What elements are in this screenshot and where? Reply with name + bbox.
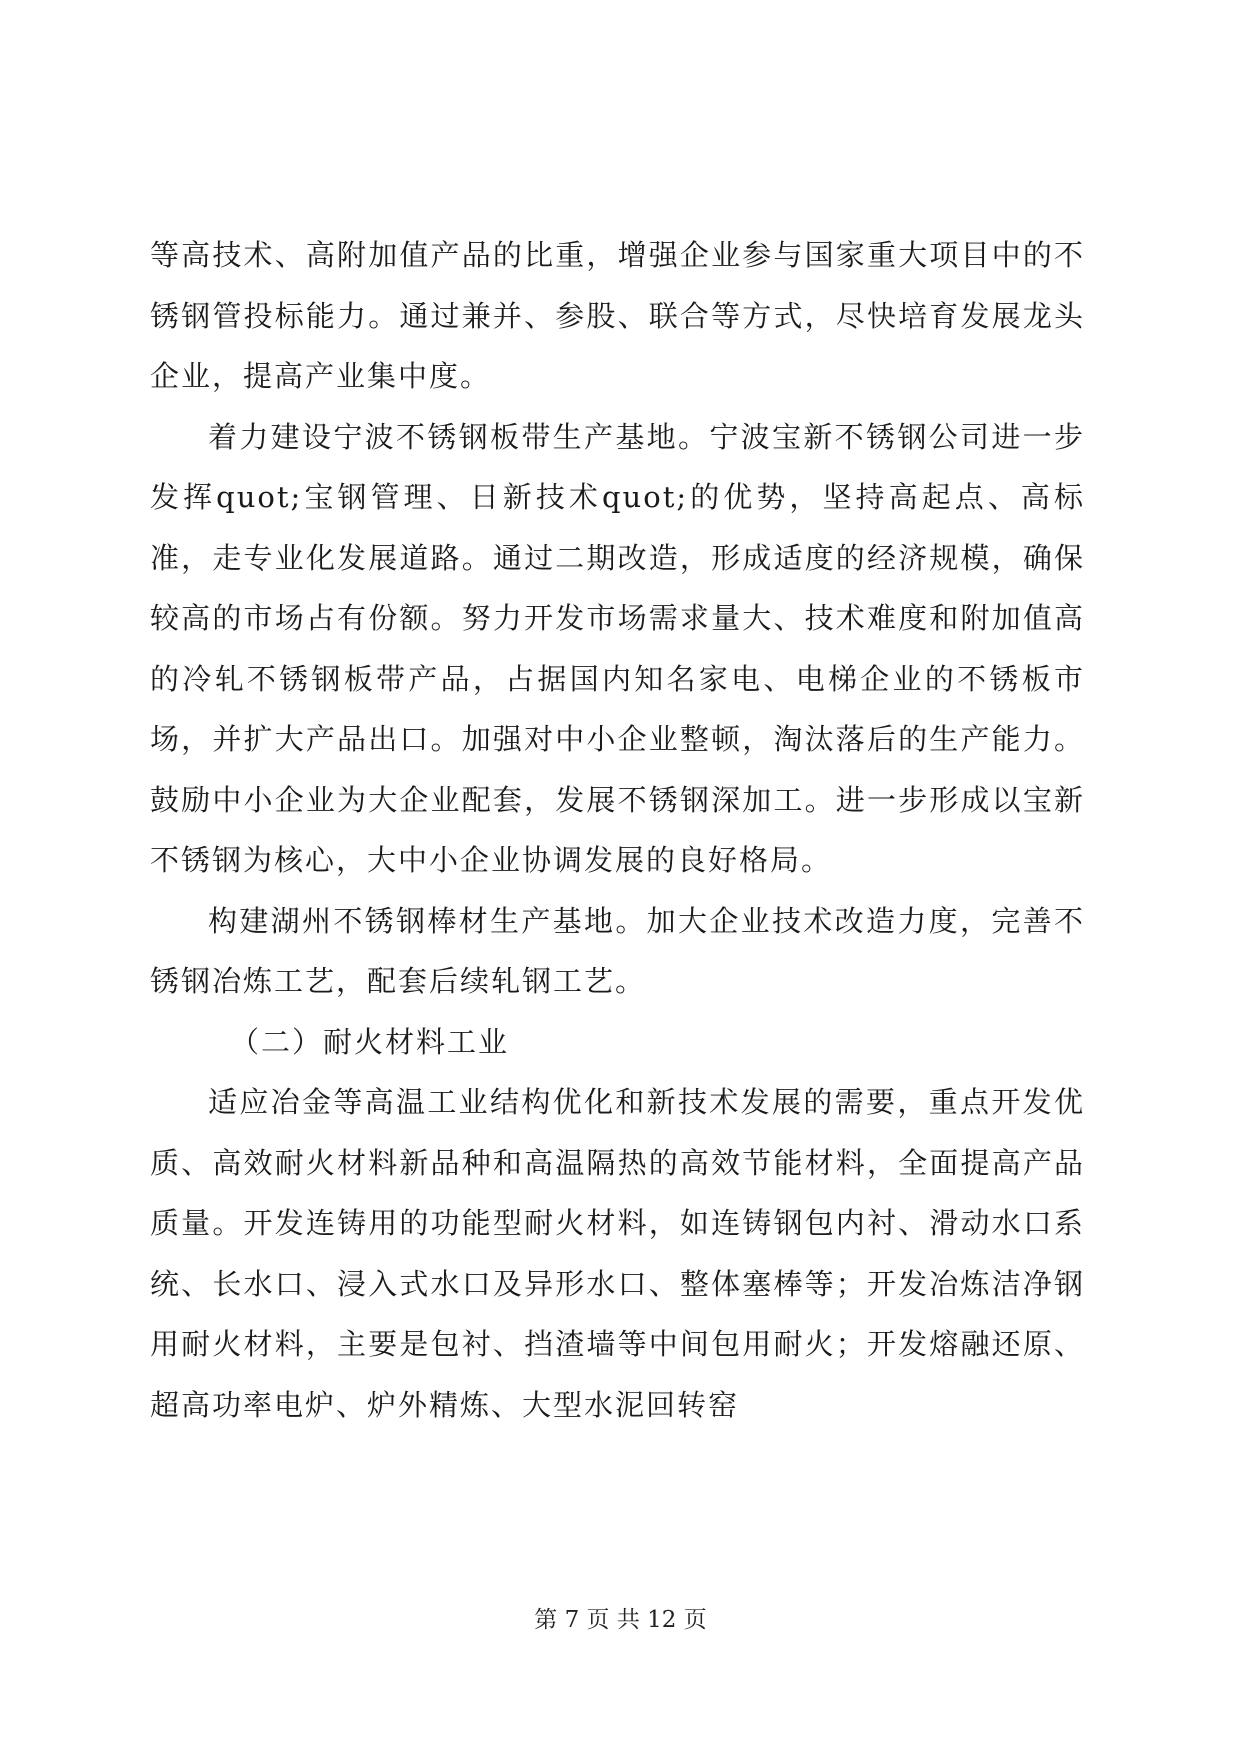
page-number-footer: 第 7 页 共 12 页 [534, 1607, 707, 1633]
paragraph-refractory: 适应冶金等高温工业结构优化和新技术发展的需要，重点开发优质、高效耐火材料新品种和高温隔热的高效节能材料，全面提高产品质量。开发连铸用的功能型耐火材料，如连铸钢包内衬、滑动水口系统、长水口、浸入式水口及异形水口、整体塞棒等；开发冶炼洁净钢用耐火材料，主要是包衬、挡渣墙等中间包用耐火；开发熔融还原、超高功率电炉、炉外精炼、大型水泥回转窑 [150, 1085, 1085, 1422]
document-body [150, 225, 1085, 1435]
section-heading: （二）耐火材料工业 [230, 1024, 510, 1059]
paragraph-huzhou-base: 构建湖州不锈钢棒材生产基地。加大企业技术改造力度，完善不锈钢冶炼工艺，配套后续轧钢工艺。 [150, 903, 1085, 998]
paragraph-ningbo-base: 着力建设宁波不锈钢板带生产基地。宁波宝新不锈钢公司进一步发挥quot;宝钢管理、日新技术quot;的优势，坚持高起点、高标准，走专业化发展道路。通过二期改造，形成适度的经济规模，确保较高的市场占有份额。努力开发市场需求量大、技术难度和附加值高的冷轧不锈钢板带产品，占据国内知名家电、电梯企业的不锈板市场，并扩大产品出口。加强对中小企业整顿，淘汰落后的生产能力。鼓励中小企业为大企业配套，发展不锈钢深加工。进一步形成以宝新不锈钢为核心，大中小企业协调发展的良好格局。 [150, 419, 1085, 877]
paragraph-continuation: 等高技术、高附加值产品的比重，增强企业参与国家重大项目中的不锈钢管投标能力。通过兼并、参股、联合等方式，尽快培育发展龙头企业，提高产业集中度。 [150, 238, 1085, 393]
